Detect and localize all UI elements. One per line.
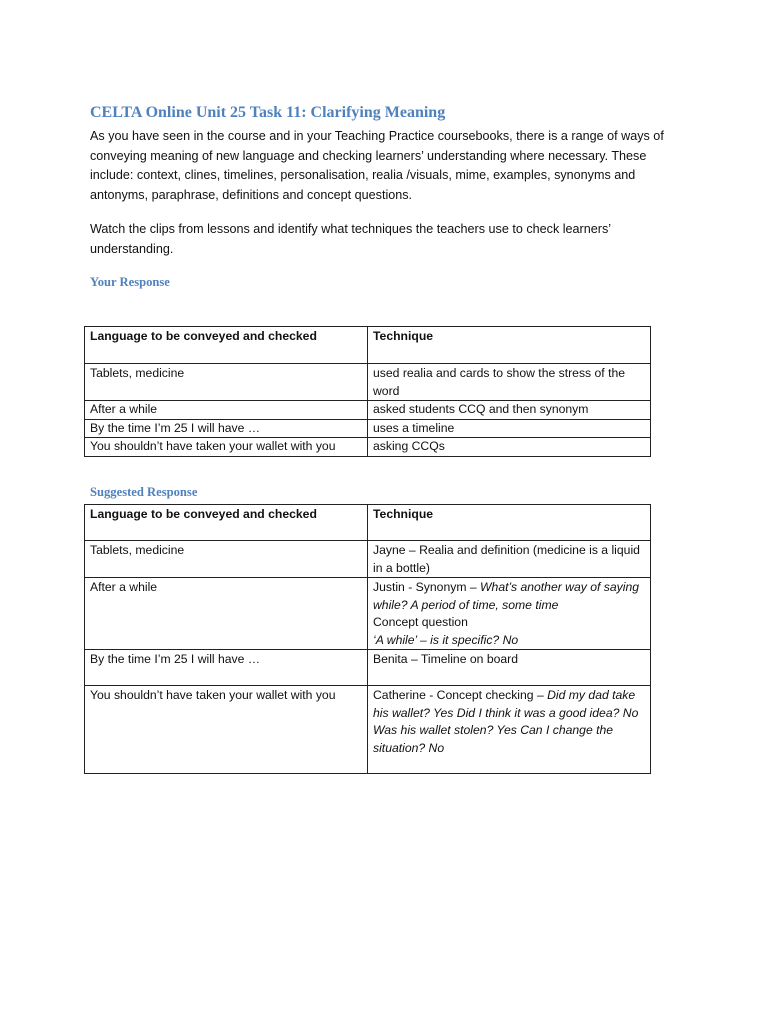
- technique-example: Did my dad take his wallet? Yes Did I think it was a good idea? No Was his wallet stolen? Yes Can I change the situation? No: [373, 688, 639, 755]
- your-response-table: [84, 326, 651, 457]
- cell-technique: [368, 650, 651, 686]
- table-row: [85, 578, 651, 650]
- header-technique: Technique: [368, 505, 651, 541]
- header-technique: Technique: [368, 327, 651, 364]
- cell-language: By the time I’m 25 I will have …: [85, 650, 368, 686]
- technique-text: Benita – Timeline on board: [373, 652, 518, 666]
- table-row: [85, 364, 651, 401]
- table-row: [85, 541, 651, 578]
- table-row: [85, 686, 651, 774]
- table-row: [85, 401, 651, 420]
- header-language: Language to be conveyed and checked: [85, 505, 368, 541]
- table-header-row: [85, 327, 651, 364]
- cell-language: After a while: [85, 578, 368, 650]
- instruction-paragraph: Watch the clips from lessons and identify what techniques the teachers use to check learners’ understanding.: [90, 222, 611, 256]
- cell-language: Tablets, medicine: [85, 364, 368, 401]
- cell-language: By the time I’m 25 I will have …: [85, 419, 368, 438]
- table-row: [85, 650, 651, 686]
- cell-language: You shouldn’t have taken your wallet with you: [85, 686, 368, 774]
- technique-text: Catherine - Concept checking –: [373, 688, 548, 702]
- cell-technique: [368, 541, 651, 578]
- suggested-response-heading: Suggested Response: [90, 485, 198, 499]
- table-header-row: [85, 505, 651, 541]
- cell-technique: asking CCQs: [368, 438, 651, 457]
- technique-example: ‘A while’ – is it specific? No: [373, 632, 519, 647]
- cell-language: Tablets, medicine: [85, 541, 368, 578]
- cell-technique: uses a timeline: [368, 419, 651, 438]
- cell-language: You shouldn’t have taken your wallet with you: [85, 438, 368, 457]
- cell-technique: [368, 578, 651, 650]
- table-row: [85, 438, 651, 457]
- technique-text: Jayne – Realia and definition (medicine is a liquid in a bottle): [373, 543, 640, 575]
- technique-example: What’s another way of saying while? A period of time, some time: [373, 580, 640, 612]
- page-title: CELTA Online Unit 25 Task 11: Clarifying Meaning: [90, 104, 446, 121]
- your-response-heading: Your Response: [90, 275, 170, 289]
- cell-technique: asked students CCQ and then synonym: [368, 401, 651, 420]
- technique-text: Concept question: [373, 615, 468, 629]
- suggested-response-table: [84, 504, 651, 774]
- header-language: Language to be conveyed and checked: [85, 327, 368, 364]
- intro-paragraph: As you have seen in the course and in your Teaching Practice coursebooks, there is a range of ways of conveying meaning of new language and checking learners’ understanding where necessary. These include: context, clines, timelines, personalisation, realia /visuals, mime, examples, synonyms and antonyms, paraphrase, definitions and concept questions.: [90, 129, 664, 202]
- technique-text: Justin - Synonym –: [373, 580, 481, 594]
- cell-technique: used realia and cards to show the stress of the word: [368, 364, 651, 401]
- table-row: [85, 419, 651, 438]
- cell-language: After a while: [85, 401, 368, 420]
- cell-technique: [368, 686, 651, 774]
